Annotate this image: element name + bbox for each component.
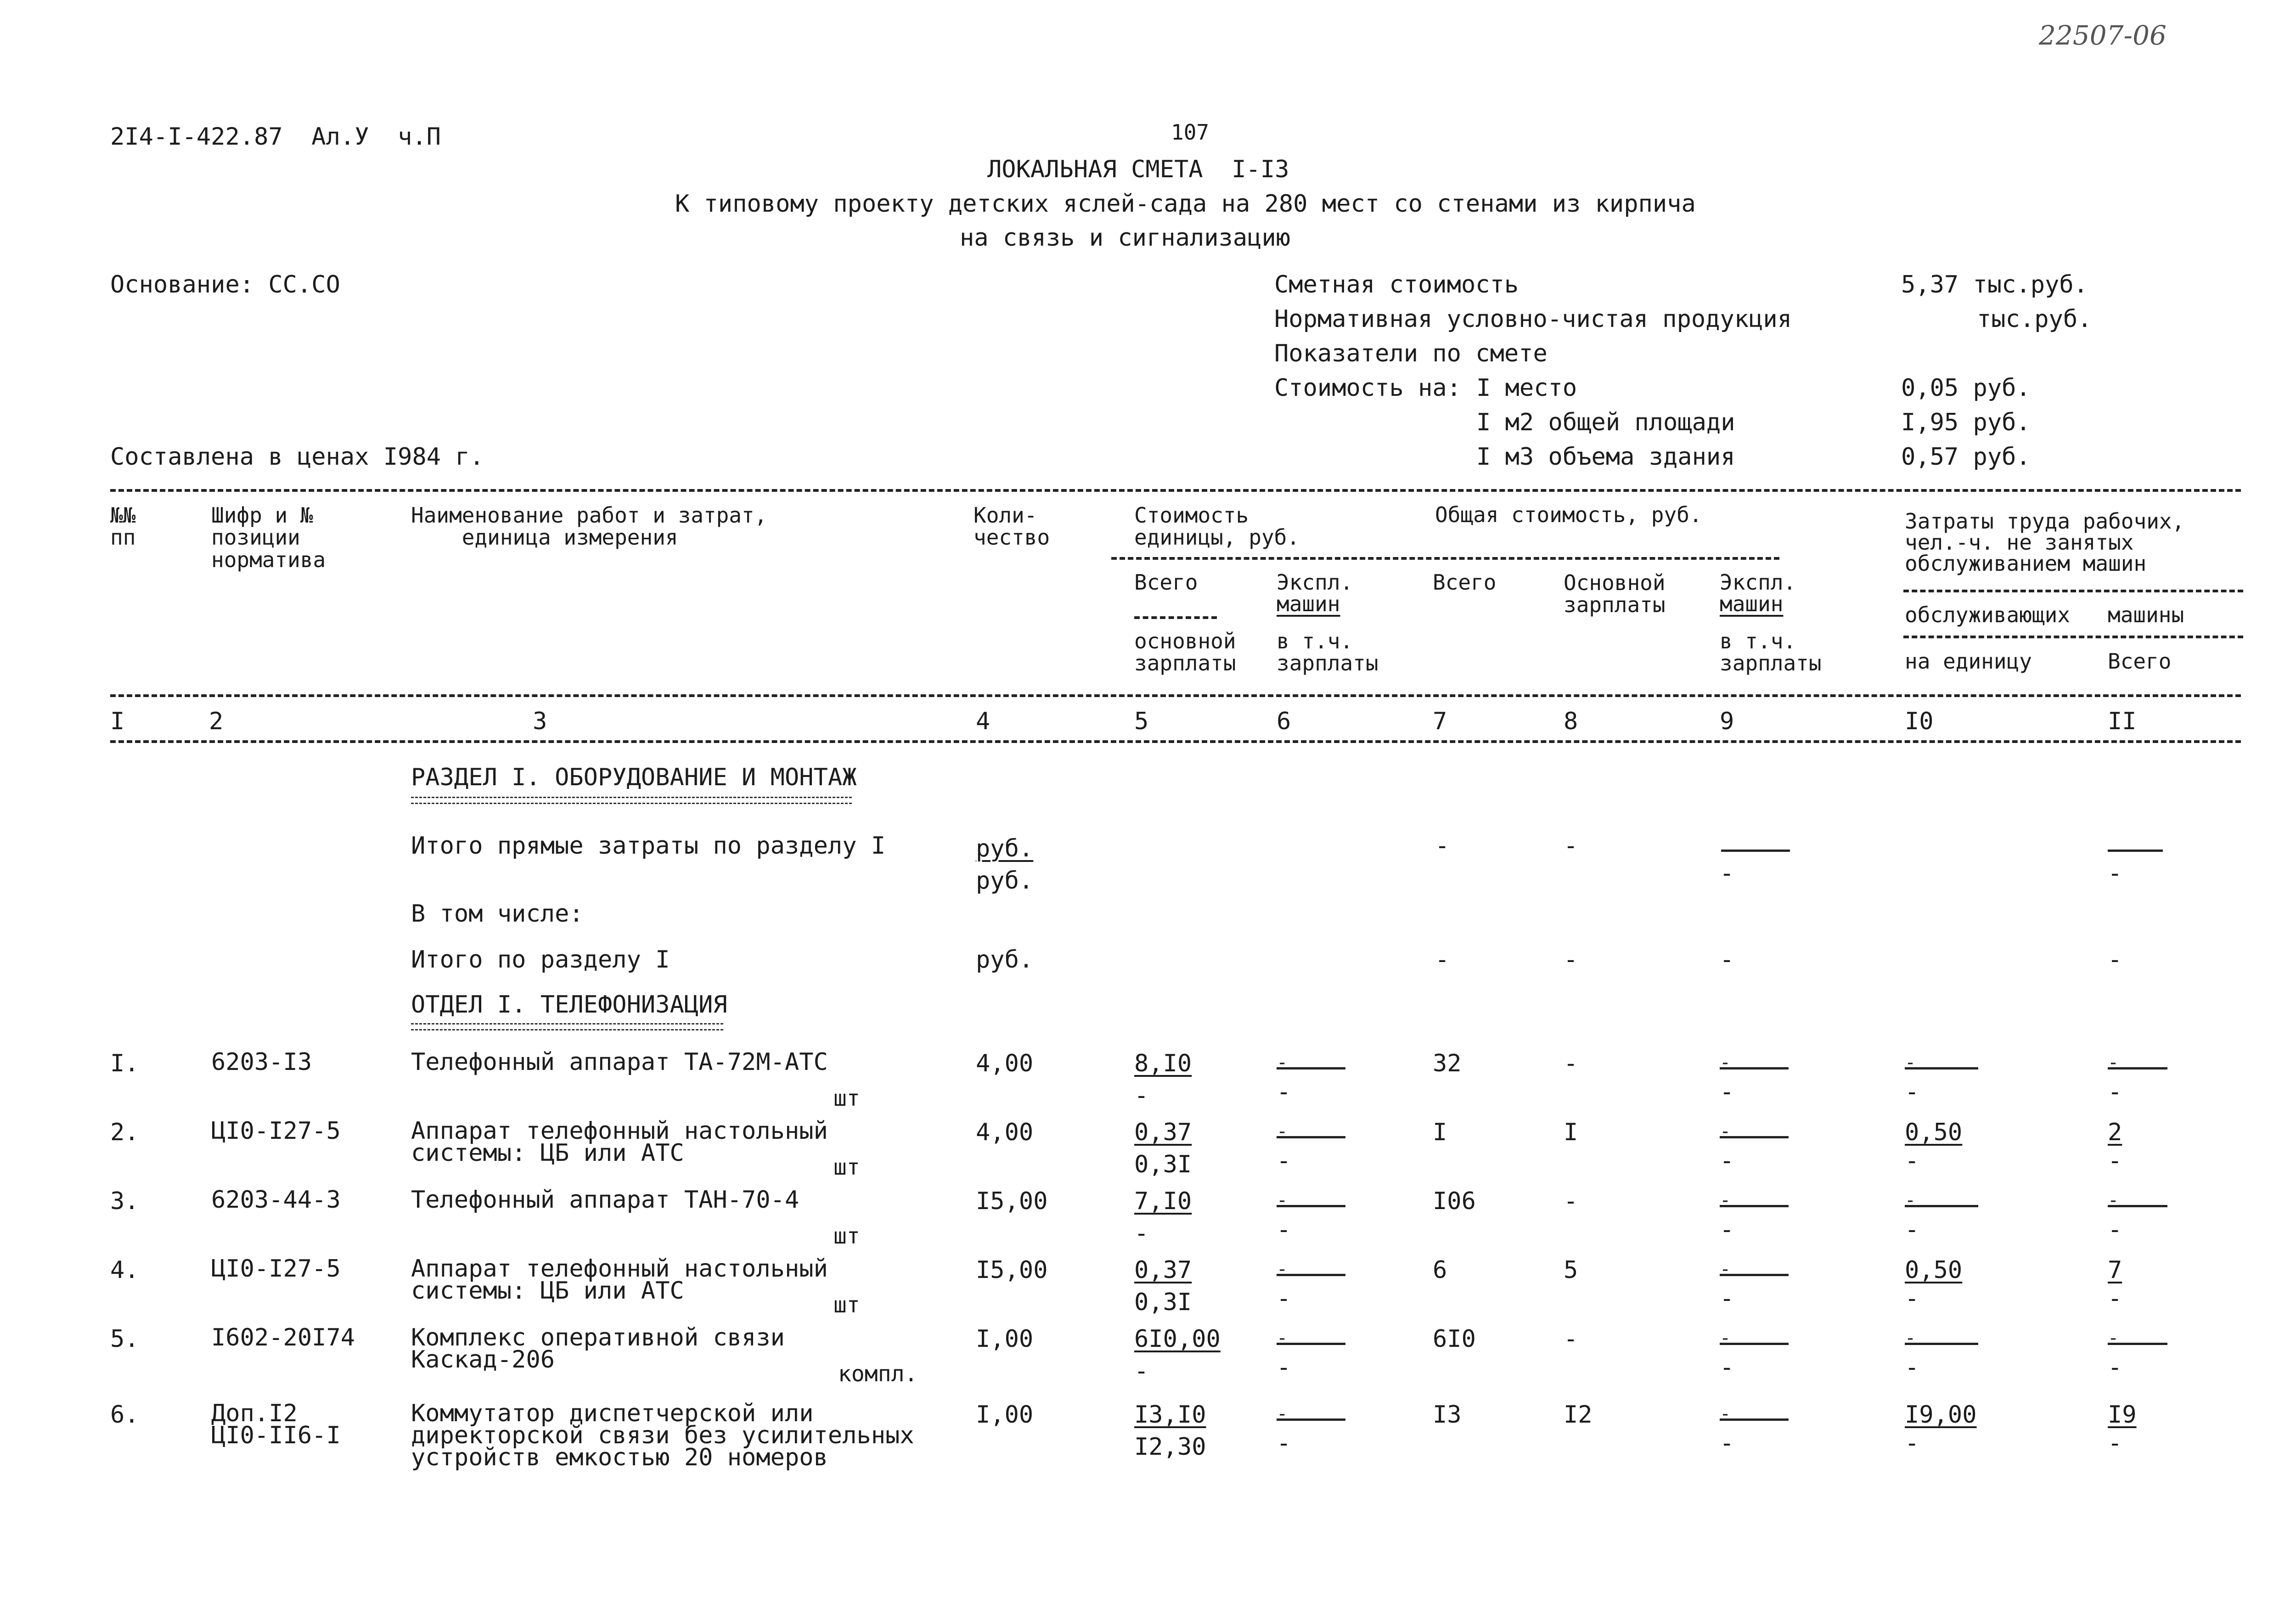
section-total-col8: - bbox=[1564, 946, 1578, 974]
header-col-7-all: Всего bbox=[1433, 570, 1497, 595]
row-unit-salary: 0,3I bbox=[1134, 1289, 1192, 1316]
row-number: 3. bbox=[110, 1188, 139, 1215]
row-total-machines-salary: - bbox=[1720, 1285, 1734, 1312]
row-total-cost: I bbox=[1433, 1119, 1447, 1146]
row-labor-unit-machines: - bbox=[1905, 1078, 1919, 1106]
row-labor-unit: - bbox=[1905, 1190, 1916, 1211]
row-labor-total-machines: - bbox=[2108, 1354, 2122, 1381]
summary-area-value: I,95 руб. bbox=[1901, 409, 2031, 436]
row-total-machines-salary: - bbox=[1720, 1216, 1734, 1244]
row-unit: компл. bbox=[838, 1361, 918, 1387]
row-name: Телефонный аппарат ТА-72М-АТС bbox=[411, 1048, 828, 1076]
section-total-unit: руб. bbox=[976, 946, 1034, 974]
row-number: 4. bbox=[110, 1256, 139, 1284]
summary-norm-label: Нормативная условно-чистая продукция bbox=[1274, 305, 1792, 333]
row-unit-cost: 6I0,00 bbox=[1134, 1325, 1221, 1353]
row-unit: шт bbox=[833, 1292, 860, 1318]
row-unit-machines: - bbox=[1277, 1052, 1288, 1073]
row-total-machines-salary: - bbox=[1720, 1354, 1734, 1381]
header-col-11-mach: машины bbox=[2108, 602, 2184, 627]
row-total-cost: 6I0 bbox=[1433, 1325, 1476, 1353]
row-total-machines: - bbox=[1720, 1259, 1731, 1280]
section-direct-col11-dash bbox=[2108, 850, 2163, 852]
row-labor-total: I9 bbox=[2108, 1401, 2137, 1429]
section-title-underline bbox=[411, 797, 852, 804]
header-col-4: Коли- чество bbox=[974, 503, 1050, 550]
section-direct-label: Итого прямые затраты по разделу I bbox=[411, 832, 886, 860]
row-total-cost: 6 bbox=[1433, 1256, 1447, 1284]
header-col-9-exp: Экспл. bbox=[1720, 570, 1796, 595]
basis: Основание: СС.СО bbox=[110, 271, 340, 298]
header-col-9-incl: в т.ч. зарплаты bbox=[1720, 629, 1822, 676]
summary-volume-label: I м3 объема здания bbox=[1476, 443, 1735, 471]
header-col-9-mash: машин bbox=[1720, 591, 1784, 616]
document-code: 2I4-I-422.87 Ал.У ч.П bbox=[110, 123, 441, 151]
row-unit: шт bbox=[833, 1086, 860, 1111]
row-labor-unit: 0,50 bbox=[1905, 1256, 1963, 1284]
row-name: Комплекс оперативной связи Каскад-206 bbox=[411, 1324, 785, 1373]
header-col-2: Шифр и № позиции норматива bbox=[211, 503, 326, 572]
row-total-salary: I2 bbox=[1564, 1401, 1593, 1429]
row-unit-cost: 7,I0 bbox=[1134, 1188, 1192, 1215]
page-number: 107 bbox=[1171, 120, 1210, 145]
summary-cost-label: Сметная стоимость bbox=[1274, 271, 1519, 298]
header-col-5-all: Всего bbox=[1134, 570, 1198, 595]
row-total-machines-salary: - bbox=[1720, 1078, 1734, 1106]
section-total-col9: - bbox=[1720, 946, 1734, 974]
row-unit-salary: - bbox=[1134, 1357, 1149, 1385]
row-labor-total: - bbox=[2108, 1052, 2119, 1073]
header-group-rule bbox=[1111, 557, 1779, 560]
row-total-machines: - bbox=[1720, 1190, 1731, 1211]
row-labor-unit-machines: - bbox=[1905, 1216, 1919, 1244]
row-unit-machines-salary: - bbox=[1277, 1216, 1291, 1244]
header-col-3: Наименование работ и затрат, единица измерения bbox=[411, 503, 767, 550]
row-code: 6203-44-3 bbox=[211, 1186, 341, 1214]
row-quantity: I5,00 bbox=[976, 1256, 1048, 1284]
row-unit-salary: I2,30 bbox=[1134, 1433, 1206, 1461]
summary-volume-value: 0,57 руб. bbox=[1901, 443, 2031, 471]
row-labor-unit: - bbox=[1905, 1052, 1916, 1073]
summary-indicators: Показатели по смете bbox=[1274, 340, 1548, 367]
row-code: ЦI0-I27-5 bbox=[211, 1117, 341, 1145]
estimate-subtitle: К типовому проекту детских яслей-сада на 280 мест со стенами из кирпича bbox=[675, 190, 1696, 218]
row-quantity: 4,00 bbox=[976, 1119, 1034, 1146]
header-col-6-incl: в т.ч. зарплаты bbox=[1277, 629, 1379, 676]
row-quantity: I,00 bbox=[976, 1401, 1034, 1429]
row-labor-unit: - bbox=[1905, 1328, 1916, 1349]
department-underline bbox=[411, 1023, 723, 1030]
col-number-4: 4 bbox=[976, 708, 990, 735]
row-unit-cost: I3,I0 bbox=[1134, 1401, 1206, 1429]
row-unit-machines: - bbox=[1277, 1328, 1288, 1349]
row-unit: шт bbox=[833, 1154, 860, 1180]
row-unit-cost: 0,37 bbox=[1134, 1119, 1192, 1146]
summary-place-value: 0,05 руб. bbox=[1901, 374, 2031, 402]
row-total-machines-salary: - bbox=[1720, 1147, 1734, 1175]
row-total-salary: - bbox=[1564, 1188, 1578, 1215]
row-labor-unit-machines: - bbox=[1905, 1285, 1919, 1312]
row-name: Коммутатор диспетчерской или директорской связи без усилительных устройств емкостью 20 номеров bbox=[411, 1400, 914, 1471]
row-labor-total-machines: - bbox=[2108, 1285, 2122, 1312]
row-labor-unit-machines: - bbox=[1905, 1354, 1919, 1381]
col-number-10: I0 bbox=[1905, 708, 1934, 735]
section-direct-col7: - bbox=[1435, 832, 1450, 860]
summary-norm-value: тыс.руб. bbox=[1977, 305, 2092, 333]
col-number-7: 7 bbox=[1433, 708, 1447, 735]
header-bottom-rule bbox=[110, 694, 2241, 697]
header-col-1: №№ пп bbox=[110, 503, 136, 550]
header-col-10-unit: на единицу bbox=[1905, 649, 2032, 674]
header-col-8: Основной зарплаты bbox=[1564, 570, 1666, 618]
estimate-subtitle-2: на связь и сигнализацию bbox=[960, 224, 1291, 252]
row-total-machines: - bbox=[1720, 1121, 1731, 1142]
col-number-9: 9 bbox=[1720, 708, 1734, 735]
section-direct-col9-dash bbox=[1721, 850, 1790, 852]
row-labor-total-machines: - bbox=[2108, 1430, 2122, 1457]
row-code: I602-20I74 bbox=[211, 1324, 355, 1351]
row-total-machines: - bbox=[1720, 1328, 1731, 1349]
row-quantity: I5,00 bbox=[976, 1188, 1048, 1215]
table-top-rule bbox=[110, 489, 2241, 492]
row-unit-machines-salary: - bbox=[1277, 1430, 1291, 1457]
row-labor-total: - bbox=[2108, 1190, 2119, 1211]
row-labor-unit: 0,50 bbox=[1905, 1119, 1963, 1146]
col-number-11: II bbox=[2108, 708, 2137, 735]
row-labor-unit-machines: - bbox=[1905, 1147, 1919, 1175]
row-total-salary: 5 bbox=[1564, 1256, 1578, 1284]
col-number-3: 3 bbox=[533, 708, 547, 735]
row-name: Аппарат телефонный настольный системы: ЦБ или АТС bbox=[411, 1117, 828, 1167]
row-labor-total-machines: - bbox=[2108, 1147, 2122, 1175]
row-total-machines: - bbox=[1720, 1052, 1731, 1073]
estimate-title: ЛОКАЛЬНАЯ СМЕТА I-I3 bbox=[987, 156, 1289, 183]
row-unit-salary: - bbox=[1134, 1220, 1149, 1247]
row-name: Аппарат телефонный настольный системы: ЦБ или АТС bbox=[411, 1255, 828, 1305]
row-unit-machines: - bbox=[1277, 1190, 1288, 1211]
section-total-label: Итого по разделу I bbox=[411, 946, 670, 974]
row-unit-machines: - bbox=[1277, 1403, 1288, 1424]
header-col-6-mash: машин bbox=[1277, 591, 1340, 616]
row-total-machines-salary: - bbox=[1720, 1430, 1734, 1457]
row-quantity: I,00 bbox=[976, 1325, 1034, 1353]
col-number-5: 5 bbox=[1134, 708, 1149, 735]
section-title: РАЗДЕЛ I. ОБОРУДОВАНИЕ И МОНТАЖ bbox=[411, 764, 857, 791]
header-col-10-serv: обслуживающих bbox=[1905, 602, 2071, 627]
row-total-salary: - bbox=[1564, 1325, 1578, 1353]
row-labor-total: 2 bbox=[2108, 1119, 2122, 1146]
department-title: ОТДЕЛ I. ТЕЛЕФОНИЗАЦИЯ bbox=[411, 991, 727, 1019]
section-direct-col9b: - bbox=[1720, 860, 1734, 887]
row-unit-machines: - bbox=[1277, 1121, 1288, 1142]
summary-cost-value: 5,37 тыс.руб. bbox=[1901, 271, 2088, 298]
row-unit-machines: - bbox=[1277, 1259, 1288, 1280]
row-unit-machines-salary: - bbox=[1277, 1354, 1291, 1381]
section-total-col7: - bbox=[1435, 946, 1450, 974]
row-code: Доп.I2 ЦI0-II6-I bbox=[211, 1400, 341, 1449]
archive-stamp: 22507-06 bbox=[2039, 20, 2167, 51]
section-total-col11: - bbox=[2108, 946, 2122, 974]
section-including: В том числе: bbox=[411, 900, 584, 928]
header-labor-rule bbox=[1903, 590, 2243, 592]
row-labor-unit-machines: - bbox=[1905, 1430, 1919, 1457]
row-total-cost: I06 bbox=[1433, 1188, 1476, 1215]
row-labor-total-machines: - bbox=[2108, 1078, 2122, 1106]
header-col-5-group: Стоимость единицы, руб. bbox=[1134, 503, 1300, 550]
row-total-machines: - bbox=[1720, 1403, 1731, 1424]
row-labor-total: - bbox=[2108, 1328, 2119, 1349]
col-number-6: 6 bbox=[1277, 708, 1291, 735]
row-unit-machines-salary: - bbox=[1277, 1147, 1291, 1175]
row-number: 5. bbox=[110, 1325, 139, 1353]
row-unit-salary: 0,3I bbox=[1134, 1151, 1192, 1178]
header-col-10-group: Затраты труда рабочих, чел.-ч. не занятых обслуживанием машин bbox=[1905, 509, 2185, 576]
row-unit: шт bbox=[833, 1223, 860, 1249]
row-unit-machines-salary: - bbox=[1277, 1078, 1291, 1106]
summary-place-label: I место bbox=[1476, 374, 1577, 402]
row-total-cost: 32 bbox=[1433, 1050, 1462, 1077]
row-total-salary: - bbox=[1564, 1050, 1578, 1077]
row-number: I. bbox=[110, 1050, 139, 1077]
section-direct-unit-1: руб. bbox=[976, 835, 1034, 862]
section-direct-col8: - bbox=[1564, 832, 1578, 860]
col-number-8: 8 bbox=[1564, 708, 1578, 735]
row-total-cost: I3 bbox=[1433, 1401, 1462, 1429]
row-number: 6. bbox=[110, 1401, 139, 1429]
price-level: Составлена в ценах I984 г. bbox=[110, 443, 484, 471]
row-labor-unit: I9,00 bbox=[1905, 1401, 1977, 1429]
header-cell-rule bbox=[1134, 616, 1217, 619]
row-unit-cost: 8,I0 bbox=[1134, 1050, 1192, 1077]
row-number: 2. bbox=[110, 1119, 139, 1146]
row-name: Телефонный аппарат ТАН-70-4 bbox=[411, 1186, 799, 1214]
col-number-2: 2 bbox=[209, 708, 224, 735]
header-col-7-group: Общая стоимость, руб. bbox=[1435, 502, 1702, 527]
column-numbers-rule bbox=[110, 740, 2241, 743]
row-labor-total-machines: - bbox=[2108, 1216, 2122, 1244]
row-code: 6203-I3 bbox=[211, 1048, 312, 1076]
row-unit-salary: - bbox=[1134, 1082, 1149, 1109]
header-col-5-base: основной зарплаты bbox=[1134, 629, 1236, 676]
row-unit-cost: 0,37 bbox=[1134, 1256, 1192, 1284]
section-direct-col11b: - bbox=[2108, 860, 2122, 887]
row-labor-total: 7 bbox=[2108, 1256, 2122, 1284]
row-unit-machines-salary: - bbox=[1277, 1285, 1291, 1312]
row-code: ЦI0-I27-5 bbox=[211, 1255, 341, 1283]
header-col-6-exp: Экспл. bbox=[1277, 570, 1353, 595]
header-labor-rule-2 bbox=[1903, 636, 2243, 638]
row-total-salary: I bbox=[1564, 1119, 1578, 1146]
summary-per-label: Стоимость на: bbox=[1274, 374, 1461, 402]
row-quantity: 4,00 bbox=[976, 1050, 1034, 1077]
section-direct-unit-2: руб. bbox=[976, 867, 1034, 895]
col-number-1: I bbox=[110, 708, 125, 735]
summary-area-label: I м2 общей площади bbox=[1476, 409, 1735, 436]
header-col-11-total: Всего bbox=[2108, 649, 2172, 674]
